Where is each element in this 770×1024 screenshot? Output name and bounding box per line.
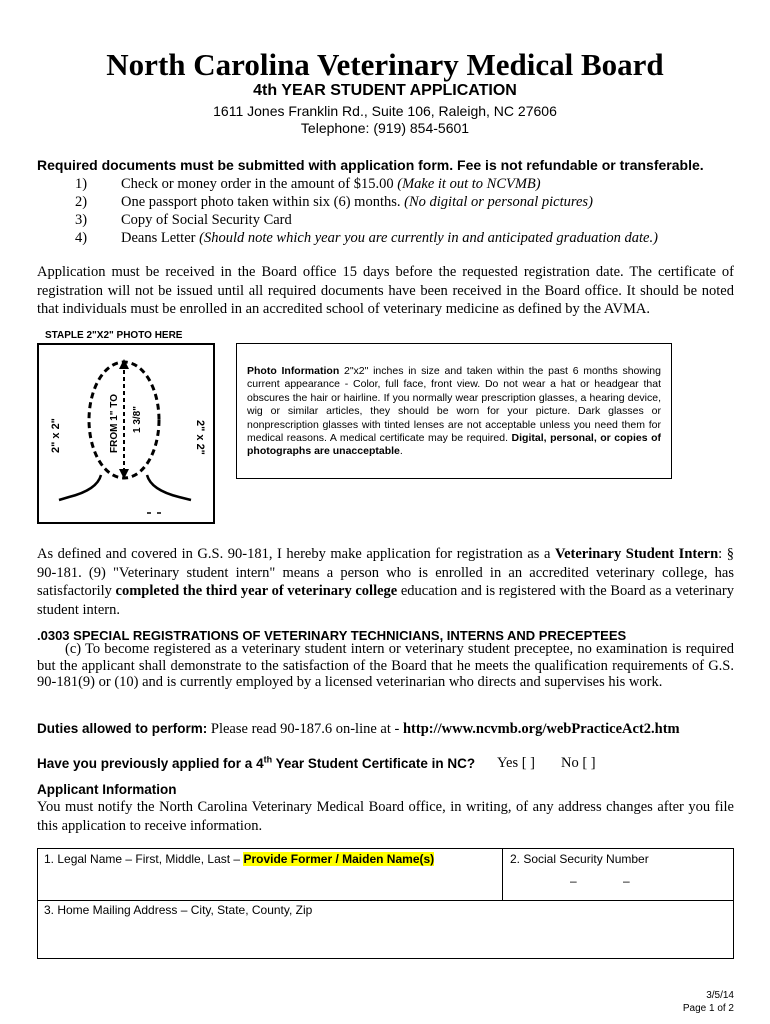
applicant-form-table <box>37 848 734 959</box>
staple-photo-label: STAPLE 2"X2" PHOTO HERE <box>45 330 183 341</box>
ssn-dash: – <box>623 874 630 888</box>
board-telephone: Telephone: (919) 854-5601 <box>300 120 470 136</box>
ssn-dash: – <box>570 874 577 888</box>
photo-placeholder[interactable] <box>37 343 215 524</box>
dim-right-label: 2" x 2" <box>194 420 206 455</box>
form-subtitle: 4th YEAR STUDENT APPLICATION <box>253 82 517 99</box>
legal-name-field[interactable]: 1. Legal Name – First, Middle, Last – Provide Former / Maiden Name(s) <box>44 852 435 866</box>
list-item: 1) Check or money order in the amount of $15.00 (Make it out to NCVMB) <box>75 176 541 192</box>
dim-left-label: 2" x 2" <box>50 418 62 453</box>
duties-line: Duties allowed to perform: Please read 90-187.6 on-line at - http://www.ncvmb.org/webPracticeAct2.htm <box>37 721 680 737</box>
list-item: 4) Deans Letter (Should note which year you are currently in and anticipated graduation date.) <box>75 230 658 246</box>
no-checkbox[interactable]: No [ ] <box>561 755 596 771</box>
special-registrations-text: (c) To become registered as a veterinary student intern or veterinary student preceptee, no examination is required but the applicant shall demonstrate to the satisfaction of the Board that he meets the qualification requirements of G.S. 90-181(9) or (10) and is currently employed by a licensed veterinarian who directs and supervises his work. <box>37 641 734 690</box>
previous-application-question: Have you previously applied for a 4th Year Student Certificate in NC? <box>37 754 476 771</box>
home-address-field[interactable]: 3. Home Mailing Address – City, State, County, Zip <box>44 903 313 917</box>
application-deadline-paragraph: Application must be received in the Board office 15 days before the requested registration date. The certificate of registration will not be issued until all required documents have been received in the Board office. It should be noted that individuals must be enrolled in an accredited school of veterinary medicine as defined by the AVMA. <box>37 264 734 317</box>
photo-information-box: Photo Information 2"x2" inches in size and taken within the past 6 months showing current appearance - Color, full face, front view. Do not wear a hat or headgear that obscures the hair or hairline. If you normally wear prescription glasses, a hearing device, wig or similar articles, they should be worn for your picture. Dark glasses or nonprescription glasses with tinted lenses are not acceptable unless you need them for medical reasons. A medical certificate may be required. Digital, personal, or copies of photographs are unacceptable. <box>236 343 672 479</box>
dim-center-label-2: 1 3/8" <box>132 406 143 433</box>
passport-head-diagram <box>39 345 213 522</box>
yes-checkbox[interactable]: Yes [ ] <box>497 755 536 771</box>
photo-info-label: Photo Information <box>247 365 340 377</box>
board-address: 1611 Jones Franklin Rd., Suite 106, Raleigh, NC 27606 <box>213 103 557 119</box>
applicant-info-heading: Applicant Information <box>37 782 177 797</box>
intern-definition-paragraph: As defined and covered in G.S. 90-181, I hereby make application for registration as a Veterinary Student Intern: § 90-181. (9) "Veterinary student intern" means a person who is enrolled in an accredited veterinary college, has satisfactorily completed the third year of veterinary college education and is registered with the Board as a veterinary student intern. <box>37 546 734 618</box>
ssn-field[interactable]: 2. Social Security Number <box>510 852 649 866</box>
list-item: 3) Copy of Social Security Card <box>75 212 292 228</box>
practice-act-link[interactable]: http://www.ncvmb.org/webPracticeAct2.htm <box>402 721 680 737</box>
list-item: 2) One passport photo taken within six (6) months. (No digital or personal pictures) <box>75 194 593 210</box>
applicant-info-text: You must notify the North Carolina Veterinary Medical Board office, in writing, of any address changes after you file this application to receive information. <box>37 799 734 834</box>
dim-center-label: FROM 1" TO <box>109 393 120 453</box>
special-registrations-heading: .0303 SPECIAL REGISTRATIONS OF VETERINARY TECHNICIANS, INTERNS AND PRECEPTEES <box>37 628 627 643</box>
required-docs-list <box>75 175 658 247</box>
revision-date: 3/5/14 <box>706 990 734 1001</box>
page-title: North Carolina Veterinary Medical Board <box>106 47 664 82</box>
former-name-highlight: Provide Former / Maiden Name(s) <box>243 852 435 866</box>
required-docs-heading: Required documents must be submitted with application form. Fee is not refundable or transferable. <box>37 157 704 173</box>
page-number: Page 1 of 2 <box>682 1003 734 1014</box>
